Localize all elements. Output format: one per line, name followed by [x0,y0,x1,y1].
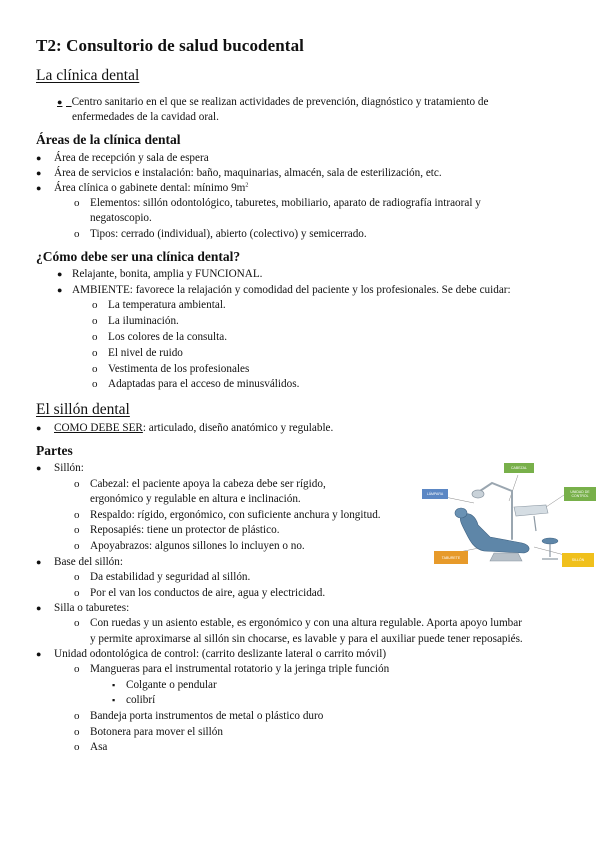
circle-bullet-icon: o [74,663,80,675]
areas-item-1: Área de recepción y sala de espera [54,152,209,164]
figure-label-unidad: UNIDAD DE CONTROL [564,487,596,501]
circle-bullet-icon: o [74,571,80,583]
circle-bullet-icon: o [74,617,80,629]
square-bullet-icon: ▪ [112,695,116,705]
bullet-icon: ● [57,97,63,107]
partes-respaldo: Respaldo: rígido, ergonómico, con suficiente anchura y longitud. [90,509,381,521]
bullet-icon: ● [36,557,42,567]
areas-sub-1-line1: Elementos: sillón odontológico, taburetes, mobiliario, aparato de radiografía intraoral y [90,197,481,209]
partes-unidad-label: Unidad odontológica de control: (carrito deslizante lateral o carrito móvil) [54,648,387,660]
circle-bullet-icon: o [92,315,98,327]
section-heading-clinica: La clínica dental [36,67,140,84]
como-sub: La temperatura ambiental. [108,299,226,311]
como-sub: La iluminación. [108,315,179,327]
bullet-icon: ● [36,603,42,613]
partes-base-2: Por el van los conductos de aire, agua y electricidad. [90,587,326,599]
areas-sub-2: Tipos: cerrado (individual), abierto (colectivo) y semicerrado. [90,228,367,240]
circle-bullet-icon: o [74,710,80,722]
partes-sillon-label: Sillón: [54,462,84,474]
dental-chair-figure [414,461,596,569]
partes-cabezal-line1: Cabezal: el paciente apoya la cabeza debe ser rígido, [90,478,326,490]
circle-bullet-icon: o [92,331,98,343]
areas-item-2: Área de servicios e instalación: baño, maquinarias, almacén, sala de esterilización, etc. [54,167,442,179]
circle-bullet-icon: o [74,741,80,753]
bullet-icon: ● [36,423,42,433]
como-item-2: AMBIENTE: favorece la relajación y comodidad del paciente y los profesionales. Se debe cuidar: [72,284,511,296]
figure-label-taburete: TABURETE [434,551,468,564]
figure-label-sillon: SILLÓN [562,553,594,567]
section-heading-sillon: El sillón dental [36,401,130,418]
como-heading: ¿Cómo debe ser una clínica dental? [36,249,241,264]
partes-silla-line1: Con ruedas y un asiento estable, es ergonómico y con una altura regulable. Aporta apoyo lumbar [90,617,522,629]
circle-bullet-icon: o [74,587,80,599]
figure-label-cabezal: CABEZAL [504,463,534,473]
bullet-icon: ● [57,285,63,295]
partes-colibri: colibrí [126,694,156,706]
clinica-intro-line1: Centro sanitario en el que se realizan actividades de prevención, diagnóstico y tratamiento de [71,96,489,108]
partes-base-label: Base del sillón: [54,556,123,568]
circle-bullet-icon: o [74,478,80,490]
partes-mangueras: Mangueras para el instrumental rotatorio y la jeringa triple función [90,663,390,675]
como-sub: El nivel de ruido [108,347,183,359]
partes-base-1: Da estabilidad y seguridad al sillón. [90,571,251,583]
partes-apoyabrazos: Apoyabrazos: algunos sillones lo incluyen o no. [90,540,305,552]
circle-bullet-icon: o [74,540,80,552]
bullet-icon: ● [57,269,63,279]
page-title: T2: Consultorio de salud bucodental [36,36,304,55]
circle-bullet-icon: o [92,363,98,375]
circle-bullet-icon: o [74,726,80,738]
partes-silla-line2: y permite aproximarse al sillón sin chocarse, es lavable y para el auxiliar puede tener reposapiés. [90,633,523,645]
bullet-icon: ● [36,463,42,473]
square-bullet-icon: ▪ [112,680,116,690]
clinica-intro-line2: enfermedades de la cavidad oral. [72,111,219,123]
areas-item-3: Área clínica o gabinete dental: mínimo $9m^2$ [54,182,249,194]
areas-heading: Áreas de la clínica dental [36,132,181,147]
partes-heading: Partes [36,443,73,458]
circle-bullet-icon: o [92,378,98,390]
partes-botonera: Botonera para mover el sillón [90,726,223,738]
areas-sub-1-line2: negatoscopio. [90,212,152,224]
partes-reposapies: Reposapiés: tiene un protector de plástico. [90,524,280,536]
circle-bullet-icon: o [74,197,80,209]
partes-silla-label: Silla o taburetes: [54,602,130,614]
partes-bandeja: Bandeja porta instrumentos de metal o plástico duro [90,710,324,722]
partes-asa: Asa [90,741,108,753]
bullet-icon: ● [36,649,42,659]
figure-label-lampara: LÁMPARA [422,489,448,499]
circle-bullet-icon: o [74,509,80,521]
bullet-icon: ● [36,153,42,163]
bullet-icon: ● [36,183,42,193]
partes-cabezal-line2: ergonómico y regulable en altura e inclinación. [90,493,301,505]
como-item-1: Relajante, bonita, amplia y FUNCIONAL. [72,268,263,280]
circle-bullet-icon: o [92,299,98,311]
circle-bullet-icon: o [74,228,80,240]
como-sub: Vestimenta de los profesionales [108,363,250,375]
circle-bullet-icon: o [74,524,80,536]
como-sub: Los colores de la consulta. [108,331,227,343]
partes-colgante: Colgante o pendular [126,679,217,691]
circle-bullet-icon: o [92,347,98,359]
bullet-icon: ● [36,168,42,178]
sillon-item-1: COMO DEBE SER: articulado, diseño anatómico y regulable. [54,422,334,434]
como-sub: Adaptadas para el acceso de minusválidos. [108,378,300,390]
